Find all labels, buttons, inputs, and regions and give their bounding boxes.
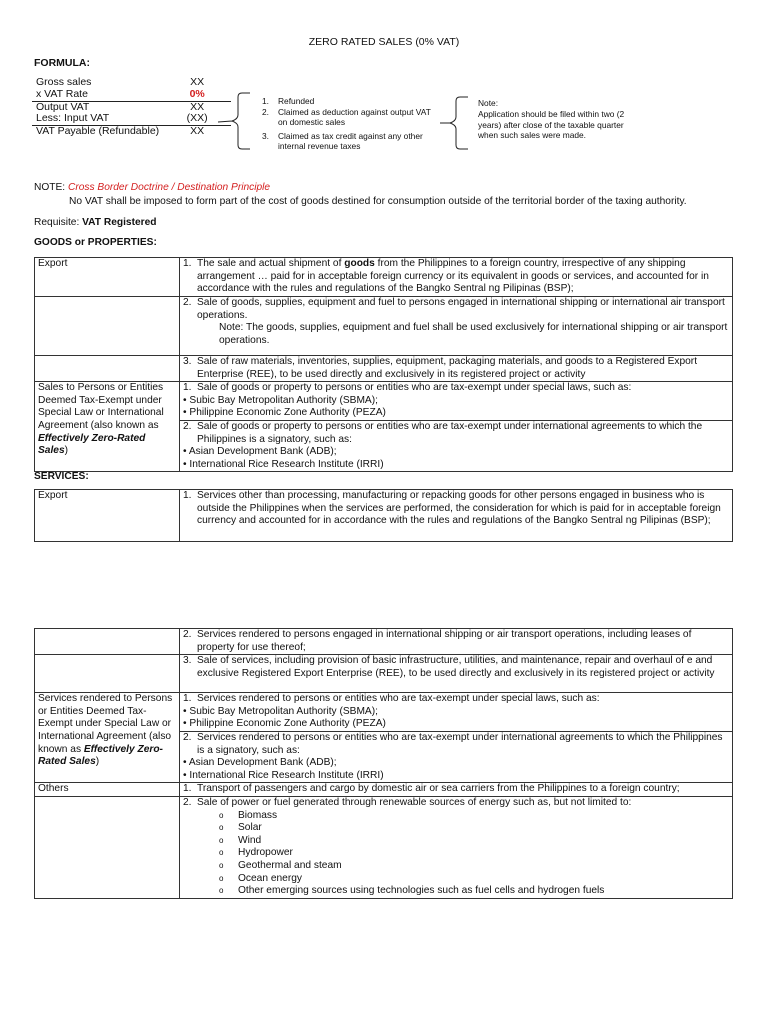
circle-bullet-icon: o [219,823,224,833]
formula-label: Gross sales [36,76,92,88]
services-item [180,655,733,693]
goods-export-label: Export [35,258,180,297]
source-item [183,860,729,873]
formula-value: XX [190,100,205,113]
filing-note-text: Application should be filed within two (2 years) after close of the taxable quarter when such sales were made. [478,108,625,141]
ez-label-b: Effectively Zero-Rated Sales [38,432,146,457]
circle-bullet-icon: o [219,860,224,870]
effectively-zero-rated-label [35,693,180,783]
goods-item [180,356,733,382]
requisite-value: VAT Registered [82,217,157,228]
source-text: Geothermal and steam [238,859,342,871]
item-text: Services rendered to persons engaged in international shipping or air transport operations, including leases of property for use thereof; [197,629,692,653]
item-text: Sale of goods or property to persons or entities who are tax-exempt under special laws, such as: [197,382,632,394]
item-text [197,258,729,296]
services-export-label: Export [35,490,180,542]
bullet-item: • Subic Bay Metropolitan Authority (SBMA); [183,394,378,406]
bullet-item: • Asian Development Bank (ADB); [183,757,337,769]
note-line [34,182,270,195]
item-number: 2. [183,420,192,432]
circle-bullet-icon: o [219,835,224,845]
empty-cell [35,356,180,382]
option-text: Claimed as deduction against output VAT on domestic sales [278,106,431,127]
note-text: No VAT shall be imposed to form part of the cost of goods destined for consumption outside of the territorial border of the taxing authority. [69,196,687,207]
services-table-2 [34,628,733,899]
item-text-c: from the Philippines to a foreign country, irrespective of any shipping arrangement … paid for in acceptable foreign currency or its equivalent in goods or services, and accounted for in accordance with the rules and regulations of the Bangko Sentral ng Pilipinas (BSP); [197,258,709,295]
services-item [180,629,733,655]
item-note: Note: The goods, supplies, equipment and fuel shall be used exclusively for international shipping or air transport operations. [219,322,728,346]
item-text: Sale of power or fuel generated through renewable sources of energy such as, but not limited to: [197,796,632,808]
item-number: 3. [183,655,192,667]
item-number: 1. [183,490,192,501]
source-text: Ocean energy [238,872,302,884]
goods-item [180,382,733,421]
circle-bullet-icon: o [219,848,224,858]
source-item [183,810,729,823]
formula-value-rate: 0% [163,89,231,101]
services-heading: SERVICES: [34,471,89,482]
item-text: Services rendered to persons or entities who are tax-exempt under international agreements to which the Philippines is a signatory, such as: [197,731,723,756]
bullet-item: • International Rice Research Institute (IRRI) [183,458,384,470]
note-principle: Cross Border Doctrine / Destination Principle [67,182,271,193]
services-item [180,693,733,732]
formula-label: Output VAT [36,100,90,113]
left-brace-icon [216,91,256,151]
effectively-zero-rated-label [35,382,180,472]
item-number: 3. [183,356,192,367]
source-text: Solar [238,822,262,834]
source-text: Other emerging sources using technologies such as fuel cells and hydrogen fuels [238,885,605,897]
item-text: Sale of goods or property to persons or entities who are tax-exempt under international agreements to which the Philippines is a signatory, such as: [197,420,703,445]
page-title: ZERO RATED SALES (0% VAT) [308,36,460,48]
services-item [180,490,733,542]
others-label: Others [35,783,180,797]
formula-value: (XX) [163,113,231,125]
option-number: 3. [262,130,269,141]
filing-note [478,98,636,141]
services-item [180,731,733,782]
source-text: Wind [238,834,262,846]
ez-label-a: Sales to Persons or Entities Deemed Tax-Exempt under Special Law or International Agreement (also known as [38,382,164,431]
formula-label: Less: Input VAT [32,113,163,125]
item-number: 1. [183,382,192,394]
item-text: Services other than processing, manufacturing or repacking goods for other persons engaged in business who is outside the Philippines when the services are performed, the consideration for which is paid for in acceptable foreign currency and accounted for in accordance with the rules and regulations of the Bangko Sentral ng Pilipinas (BSP); [197,490,721,527]
requisite-line [34,217,157,230]
source-item [183,885,729,898]
item-text: Transport of passengers and cargo by domestic air or sea carriers from the Philippines to a foreign country; [197,783,680,795]
item-number: 1. [183,783,192,795]
filing-note-label: Note: [478,98,499,108]
formula-label: x VAT Rate [32,89,163,101]
item-text-goods: goods [344,258,375,269]
source-item [183,822,729,835]
formula-heading: FORMULA: [34,57,90,69]
services-table-1 [34,489,733,542]
formula-value: XX [190,125,205,138]
bullet-item: • Philippine Economic Zone Authority (PEZA) [183,407,386,419]
bullet-item: • Philippine Economic Zone Authority (PEZA) [183,718,386,730]
item-text: Sale of raw materials, inventories, supplies, equipment, packaging materials, and goods to a Registered Export Enterprise (REE), to be used directly and exclusively in its registered project or activity [197,356,698,380]
circle-bullet-icon: o [219,886,224,896]
formula-label: VAT Payable (Refundable) [36,125,160,138]
circle-bullet-icon: o [219,873,224,883]
option-number: 1. [262,96,269,106]
option-number: 2. [262,106,269,117]
source-text: Hydropower [238,847,293,859]
bullet-item: • Asian Development Bank (ADB); [183,446,337,458]
item-number: 2. [183,796,192,808]
ez-label-b: Effectively Zero-Rated Sales [38,743,163,768]
source-item [183,873,729,886]
goods-item [180,420,733,471]
empty-cell [35,655,180,693]
empty-cell [35,629,180,655]
empty-cell [35,297,180,356]
goods-table [34,257,733,472]
requisite-label: Requisite: [34,217,83,228]
item-number: 2. [183,297,192,308]
formula-value: XX [190,76,205,88]
item-number: 2. [183,731,192,743]
empty-cell [35,796,180,898]
circle-bullet-icon: o [219,810,224,820]
item-text: Services rendered to persons or entities who are tax-exempt under special laws, such as: [197,693,600,705]
item-number: 1. [183,693,192,705]
bullet-item: • International Rice Research Institute (IRRI) [183,769,384,781]
goods-item [180,297,733,356]
ez-label-a: Services rendered to Persons or Entities Deemed Tax-Exempt under Special Law or International Agreement (also known as [38,693,173,755]
source-item [183,835,729,848]
item-number: 1. [183,258,192,269]
item-text: Sale of goods, supplies, equipment and fuel to persons engaged in international shipping or international air transport operations. [197,297,725,321]
source-item [183,847,729,860]
right-brace-icon [436,95,472,151]
services-item [180,783,733,797]
item-text-a: The sale and actual shipment of [197,258,345,269]
goods-item [180,258,733,297]
item-number: 2. [183,629,192,640]
option-text: Claimed as tax credit against any other internal revenue taxes [278,130,423,151]
ez-label-c: ) [95,756,100,768]
ez-label-c: ) [64,445,69,457]
item-text: Sale of services, including provision of basic infrastructure, utilities, and maintenance, repair and overhaul of e and exclusive Registered Export Enterprise (REE), to be used directly and exclusively in its registered project or activity [197,655,715,679]
note-label: NOTE: [34,182,68,193]
formula-table [32,77,231,138]
refund-options [262,96,432,152]
services-item [180,796,733,898]
source-text: Biomass [238,809,278,821]
goods-heading: GOODS or PROPERTIES: [34,237,157,248]
option-text: Refunded [278,96,315,106]
bullet-item: • Subic Bay Metropolitan Authority (SBMA); [183,705,378,717]
